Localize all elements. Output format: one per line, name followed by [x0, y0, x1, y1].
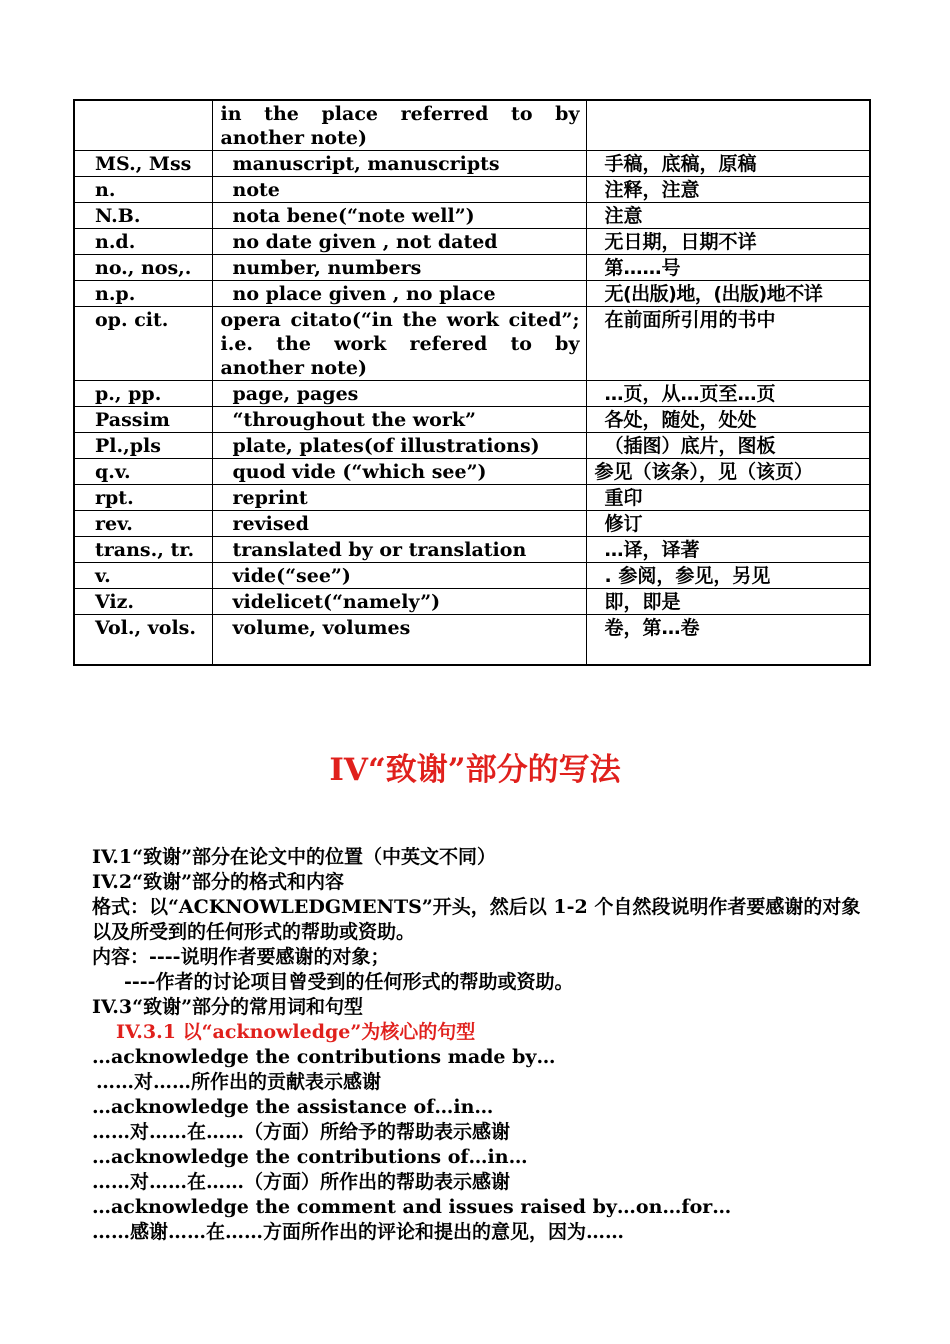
- table-row: [74, 255, 870, 281]
- meaning-cell: translated by or translation: [212, 537, 586, 563]
- table-row: [74, 459, 870, 485]
- chinese-cell: …译，译著: [586, 537, 870, 563]
- section-title: IV“致谢”部分的写法: [329, 752, 621, 788]
- pattern-chinese: ……对……在……（方面）所给予的帮助表示感谢: [92, 1121, 511, 1143]
- table-row: [74, 100, 870, 151]
- table-row: [74, 615, 870, 666]
- abbr-cell: q.v.: [74, 459, 212, 485]
- chinese-cell: . 参阅，参见，另见: [586, 563, 870, 589]
- chinese-cell: 修订: [586, 511, 870, 537]
- meaning-cell: manuscript, manuscripts: [212, 151, 586, 177]
- table-row: [74, 177, 870, 203]
- sub-subsection-heading: IV.3.1 以“acknowledge”为核心的句型: [116, 1021, 476, 1043]
- chinese-cell: 无日期，日期不详: [586, 229, 870, 255]
- subsection-heading: IV.2“致谢”部分的格式和内容: [92, 871, 345, 893]
- subsection-heading: IV.1“致谢”部分在论文中的位置（中英文不同）: [92, 846, 497, 868]
- subsection-heading: IV.3“致谢”部分的常用词和句型: [92, 996, 364, 1018]
- meaning-cell: page, pages: [212, 381, 586, 407]
- table-row: [74, 511, 870, 537]
- meaning-cell: reprint: [212, 485, 586, 511]
- abbr-cell: [74, 100, 212, 151]
- table-row: [74, 485, 870, 511]
- paragraph-format: 格式：以“ACKNOWLEDGMENTS”开头，然后以 1-2 个自然段说明作者要感谢的对象以及所受到的任何形式的帮助或资助。: [92, 896, 861, 943]
- abbr-cell: n.: [74, 177, 212, 203]
- chinese-cell: 各处，随处，处处: [586, 407, 870, 433]
- chinese-cell: [586, 100, 870, 151]
- pattern-english: …acknowledge the contributions of…in…: [92, 1146, 528, 1168]
- pattern-chinese: ……对……在……（方面）所作出的帮助表示感谢: [92, 1171, 511, 1193]
- paragraph-content-cont: ----作者的讨论项目曾受到的任何形式的帮助或资助。: [124, 971, 574, 993]
- chinese-cell: （插图）底片，图板: [586, 433, 870, 459]
- table-row: [74, 433, 870, 459]
- table-row: [74, 407, 870, 433]
- meaning-cell: no place given , no place: [212, 281, 586, 307]
- pattern-english: …acknowledge the contributions made by…: [92, 1046, 556, 1068]
- chinese-cell: 第……号: [586, 255, 870, 281]
- table-row: [74, 563, 870, 589]
- abbr-cell: p., pp.: [74, 381, 212, 407]
- meaning-cell: plate, plates(of illustrations): [212, 433, 586, 459]
- abbr-cell: rpt.: [74, 485, 212, 511]
- abbr-cell: n.d.: [74, 229, 212, 255]
- chinese-cell: 重印: [586, 485, 870, 511]
- chinese-cell: 参见（该条），见（该页）: [586, 459, 870, 485]
- chinese-cell: …页，从…页至…页: [586, 381, 870, 407]
- table-row: [74, 151, 870, 177]
- abbr-cell: v.: [74, 563, 212, 589]
- meaning-cell: vide(“see”): [212, 563, 586, 589]
- meaning-cell: volume, volumes: [212, 615, 586, 666]
- section-body: [92, 845, 872, 1245]
- meaning-cell: “throughout the work”: [212, 407, 586, 433]
- abbr-cell: op. cit.: [74, 307, 212, 381]
- abbr-cell: Pl.,pls: [74, 433, 212, 459]
- abbr-cell: no., nos,.: [74, 255, 212, 281]
- abbr-cell: trans., tr.: [74, 537, 212, 563]
- table-row: [74, 589, 870, 615]
- abbr-cell: N.B.: [74, 203, 212, 229]
- meaning-cell: number, numbers: [212, 255, 586, 281]
- pattern-english: …acknowledge the comment and issues raised by…on…for…: [92, 1196, 732, 1218]
- chinese-cell: 卷，第…卷: [586, 615, 870, 666]
- abbr-cell: n.p.: [74, 281, 212, 307]
- meaning-cell: videlicet(“namely”): [212, 589, 586, 615]
- table-row: [74, 203, 870, 229]
- table-row: [74, 537, 870, 563]
- meaning-cell: in the place referred to by another note): [212, 100, 586, 151]
- meaning-cell: no date given , not dated: [212, 229, 586, 255]
- chinese-cell: 手稿，底稿，原稿: [586, 151, 870, 177]
- abbr-cell: Vol., vols.: [74, 615, 212, 666]
- chinese-cell: 即，即是: [586, 589, 870, 615]
- chinese-cell: 注意: [586, 203, 870, 229]
- pattern-english: …acknowledge the assistance of…in…: [92, 1096, 494, 1118]
- chinese-cell: 无(出版)地，(出版)地不详: [586, 281, 870, 307]
- table-row: [74, 381, 870, 407]
- pattern-chinese: ……感谢……在……方面所作出的评论和提出的意见，因为……: [92, 1221, 625, 1243]
- abbr-cell: rev.: [74, 511, 212, 537]
- meaning-cell: nota bene(“note well”): [212, 203, 586, 229]
- pattern-chinese: ……对……所作出的贡献表示感谢: [96, 1071, 382, 1093]
- meaning-cell: opera citato(“in the work cited”; i.e. the work refered to by another note): [212, 307, 586, 381]
- chinese-cell: 注释，注意: [586, 177, 870, 203]
- abbr-cell: Viz.: [74, 589, 212, 615]
- paragraph-content: 内容：----说明作者要感谢的对象；: [92, 946, 390, 968]
- abbr-cell: Passim: [74, 407, 212, 433]
- table-row: [74, 229, 870, 255]
- chinese-cell: 在前面所引用的书中: [586, 307, 870, 381]
- table-row: [74, 307, 870, 381]
- meaning-cell: revised: [212, 511, 586, 537]
- meaning-cell: note: [212, 177, 586, 203]
- abbr-cell: MS., Mss: [74, 151, 212, 177]
- abbreviation-table: [73, 99, 871, 666]
- table-row: [74, 281, 870, 307]
- meaning-cell: quod vide (“which see”): [212, 459, 586, 485]
